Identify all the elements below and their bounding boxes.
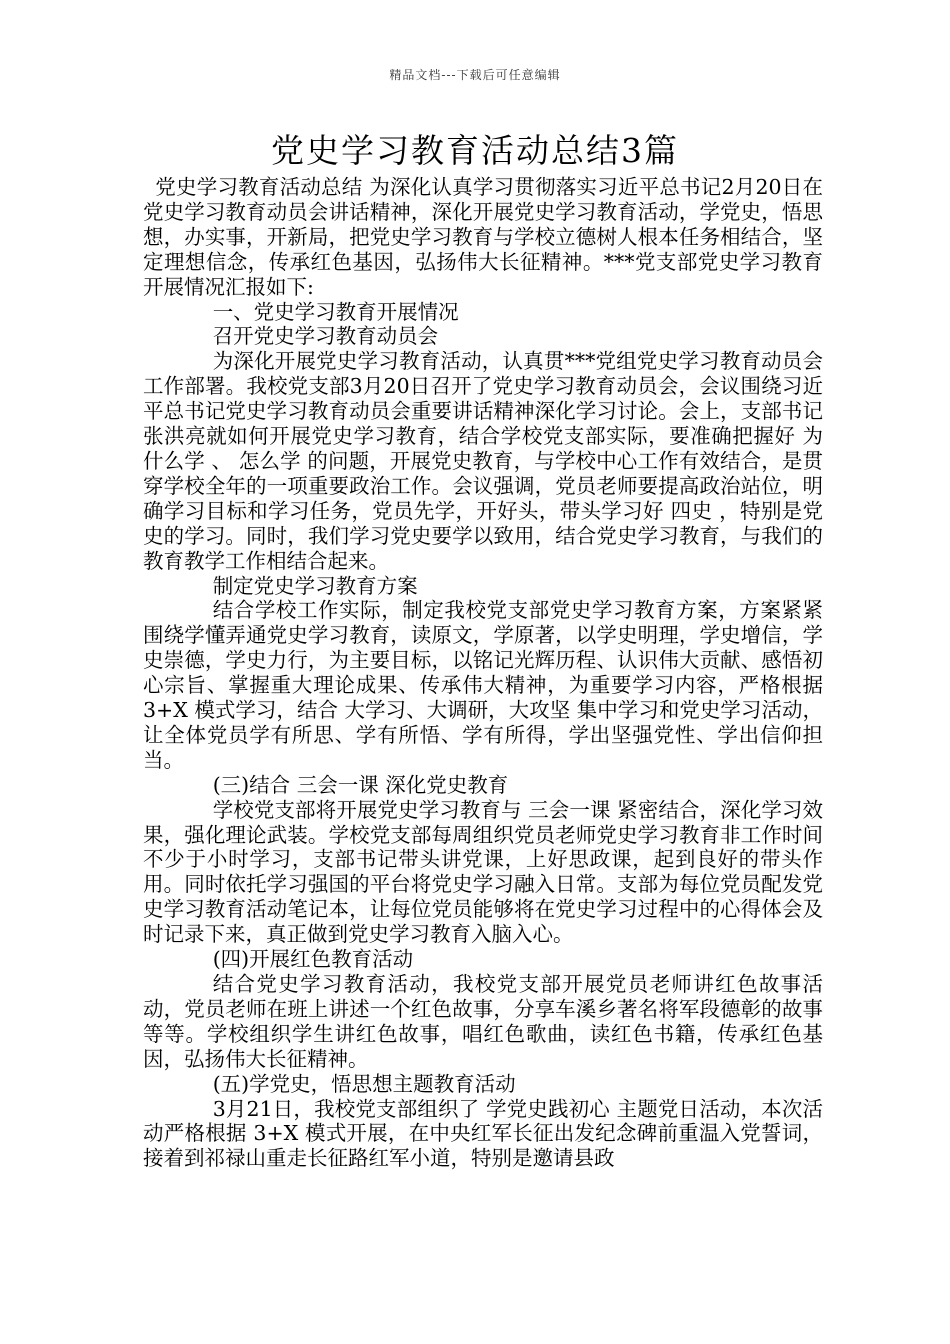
document-title: 党史学习教育活动总结3篇	[271, 131, 679, 170]
document-body	[143, 175, 823, 1171]
intro-paragraph: 党史学习教育活动总结 为深化认真学习贯彻落实习近平总书记2月20日在党史学习教育动员会讲话精神，深化开展党史学习教育活动，学党史，悟思想，办实事，开新局，把党史学习教育与学校立德树人根本任务相结合，坚定理想信念，传承红色基因，弘扬伟大长征精神。***党支部党史学习教育开展情况汇报如下:	[143, 175, 823, 299]
section-heading-1: 一、党史学习教育开展情况	[212, 299, 459, 324]
subsection-heading-3: (三)结合 三会一课 深化党史教育	[212, 772, 509, 797]
subsection-heading-4: (四)开展红色教育活动	[212, 947, 414, 972]
body-paragraph: 结合学校工作实际，制定我校党支部党史学习教育方案，方案紧紧围绕学懂弄通党史学习教育，读原文，学原著，以学史明理，学史增信，学史崇德，学史力行，为主要目标，以铭记光辉历程、认识伟大贡献、感悟初心宗旨、掌握重大理论成果、传承伟大精神，为重要学习内容，严格根据 3+X 模式学习，结合 大学习、大调研，大攻坚 集中学习和党史学习活动，让全体党员学有所思、学有所悟、学有所得，学出坚强党性、学出信仰担当。	[143, 598, 823, 772]
page-header-watermark: 精品文档---下载后可任意编辑	[389, 68, 561, 82]
body-paragraph: 3月21日，我校党支部组织了 学党史践初心 主题党日活动，本次活动严格根据 3+X 模式开展，在中央红军长征出发纪念碑前重温入党誓词，接着到祁禄山重走长征路红军小道，特别是邀请县政	[143, 1096, 823, 1171]
body-paragraph: 学校党支部将开展党史学习教育与 三会一课 紧密结合，深化学习效果，强化理论武装。学校党支部每周组织党员老师党史学习教育非工作时间不少于小时学习，支部书记带头讲党课，上好思政课，起到良好的带头作用。同时依托学习强国的平台将党史学习融入日常。支部为每位党员配发党史学习教育活动笔记本，让每位党员能够将在党史学习过程中的心得体会及时记录下来，真正做到党史学习教育入脑入心。	[143, 797, 823, 947]
body-paragraph: 结合党史学习教育活动，我校党支部开展党员老师讲红色故事活动，党员老师在班上讲述一个红色故事，分享车溪乡著名将军段德彰的故事等等。学校组织学生讲红色故事，唱红色歌曲，读红色书籍，传承红色基因，弘扬伟大长征精神。	[143, 972, 823, 1071]
body-paragraph: 为深化开展党史学习教育活动，认真贯***党组党史学习教育动员会工作部署。我校党支部3月20日召开了党史学习教育动员会，会议围绕习近平总书记党史学习教育动员会重要讲话精神深化学习讨论。会上，支部书记张洪亮就如何开展党史学习教育，结合学校党支部实际，要准确把握好 为什么学 、 怎么学 的问题，开展党史教育，与学校中心工作有效结合，是贯穿学校全年的一项重要政治工作。会议强调，党员老师要提高政治站位，明确学习目标和学习任务，党员先学，开好头，带头学习好 四史 ，特别是党史的学习。同时，我们学习党史要学以致用，结合党史学习教育，与我们的教育教学工作相结合起来。	[143, 349, 823, 573]
subsection-heading-5: (五)学党史，悟思想主题教育活动	[212, 1071, 516, 1096]
subsection-heading-1: 召开党史学习教育动员会	[212, 324, 439, 349]
subsection-heading-2: 制定党史学习教育方案	[212, 573, 418, 598]
